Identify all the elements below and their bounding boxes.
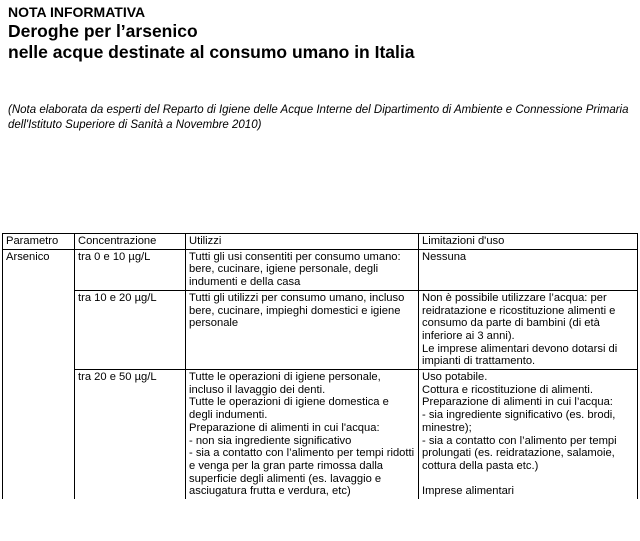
concentration-cell: tra 20 e 50 µg/L xyxy=(75,370,186,500)
uses-cell: Tutte le operazioni di igiene personale, incluso il lavaggio dei denti. Tutte le operazioni di igiene domestica e degli indumenti. Preparazione di alimenti in cui l'acqua: - non sia ingrediente significativo - sia a contatto con l’alimento per tempi ridotti e venga per la gran parte rimossa dalla superficie degli alimenti (es. lavaggio e asciugatura frutta e verdura, etc) xyxy=(186,370,419,500)
parameter-cell: Arsenico xyxy=(3,249,75,499)
limits-cell: Uso potabile. Cottura e ricostituzione di alimenti. Preparazione di alimenti in cui l’acqua: - sia ingrediente significativo (es. brodi, minestre); - sia a contatto con l’alimento per tempi prolungati (es. reidratazione, salamoie, cottura della pasta etc.) Imprese alimentari xyxy=(419,370,638,500)
header-concentration: Concentrazione xyxy=(75,234,186,250)
title-line-2: nelle acque destinate al consumo umano in Italia xyxy=(8,42,415,62)
header-uses: Utilizzi xyxy=(186,234,419,250)
concentration-cell: tra 10 e 20 µg/L xyxy=(75,290,186,369)
arsenic-derogation-table xyxy=(2,233,638,499)
title-line-1: Deroghe per l’arsenico xyxy=(8,21,198,41)
authorship-note: (Nota elaborata da esperti del Reparto di Igiene delle Acque Interne del Dipartimento di Ambiente e Connessione Primaria dell'Istituto Superiore di Sanità a Novembre 2010) xyxy=(8,104,629,131)
table-row xyxy=(3,370,638,500)
header-limitations: Limitazioni d'uso xyxy=(419,234,638,250)
concentration-cell: tra 0 e 10 µg/L xyxy=(75,249,186,290)
table-header-row xyxy=(3,234,638,250)
table-row xyxy=(3,290,638,369)
uses-cell: Tutti gli usi consentiti per consumo umano: bere, cucinare, igiene personale, degli indumenti e della casa xyxy=(186,249,419,290)
limits-cell: Nessuna xyxy=(419,249,638,290)
header-parameter: Parametro xyxy=(3,234,75,250)
limits-cell: Non è possibile utilizzare l’acqua: per reidratazione e ricostituzione alimenti e consumo da parte di bambini (di età inferiore ai 3 anni). Le imprese alimentari devono dotarsi di impianti di trattamento. xyxy=(419,290,638,369)
table-row xyxy=(3,249,638,290)
document-label: NOTA INFORMATIVA xyxy=(8,4,146,20)
uses-cell: Tutti gli utilizzi per consumo umano, incluso bere, cucinare, impieghi domestici e igiene personale xyxy=(186,290,419,369)
document-title xyxy=(8,21,415,63)
